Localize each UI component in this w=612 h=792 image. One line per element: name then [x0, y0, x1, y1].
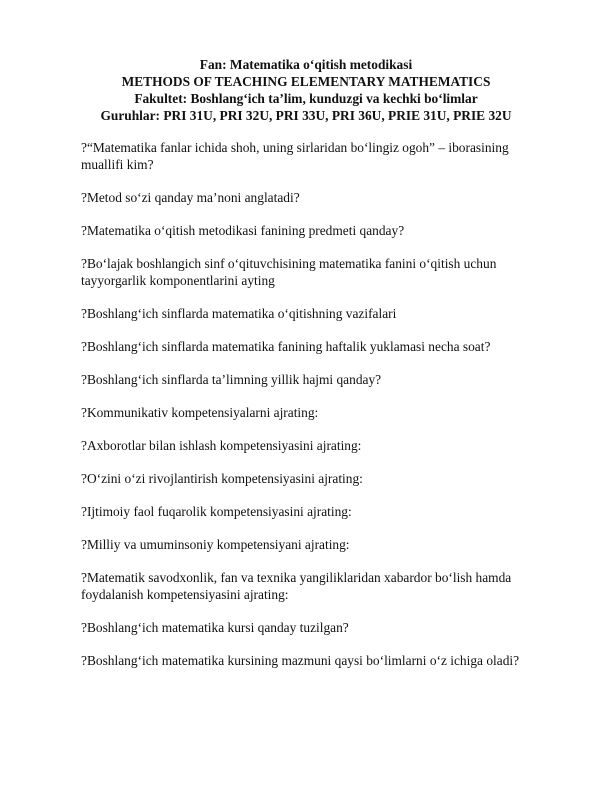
- question-item: ?Kommunikativ kompetensiyalarni ajrating:: [81, 405, 319, 420]
- question-item: ?Matematik savodxonlik, fan va texnika yangiliklaridan xabardor bo‘lish hamda foydalanish kompetensiyasini ajrating:: [81, 570, 512, 602]
- question-list: [81, 139, 551, 685]
- question-item: ?O‘zini o‘zi rivojlantirish kompetensiyasini ajrating:: [81, 471, 363, 486]
- question-item: ?Boshlang‘ich sinflarda matematika o‘qitishning vazifalari: [81, 306, 397, 321]
- question-item: ?Boshlang‘ich sinflarda ta’limning yillik hajmi qanday?: [81, 372, 382, 387]
- question-item: ?Boshlang‘ich sinflarda matematika fanining haftalik yuklamasi necha soat?: [81, 339, 491, 354]
- question-item: ?Milliy va umuminsoniy kompetensiyani ajrating:: [81, 537, 350, 552]
- question-item: ?Ijtimoiy faol fuqarolik kompetensiyasini ajrating:: [81, 504, 352, 519]
- question-item: ?Metod so‘zi qanday ma’noni anglatadi?: [81, 190, 300, 205]
- question-item: ?Bo‘lajak boshlangich sinf o‘qituvchisining matematika fanini o‘qitish uchun tayyorgarlik komponentlarini ayting: [81, 256, 497, 288]
- english-title: METHODS OF TEACHING ELEMENTARY MATHEMATICS: [121, 74, 491, 89]
- subject-title: Fan: Matematika o‘qitish metodikasi: [199, 57, 413, 72]
- question-item: ?Matematika o‘qitish metodikasi fanining predmeti qanday?: [81, 223, 405, 238]
- question-item: ?Boshlang‘ich matematika kursining mazmuni qaysi bo‘limlarni o‘z ichiga oladi?: [81, 653, 520, 668]
- question-item: ?“Matematika fanlar ichida shoh, uning sirlaridan bo‘lingiz ogoh” – iborasining muallifi kim?: [81, 140, 509, 172]
- question-item: ?Axborotlar bilan ishlash kompetensiyasini ajrating:: [81, 438, 362, 453]
- document-header: [0, 56, 612, 124]
- question-item: ?Boshlang‘ich matematika kursi qanday tuzilgan?: [81, 620, 349, 635]
- groups-line: Guruhlar: PRI 31U, PRI 32U, PRI 33U, PRI 36U, PRIE 31U, PRIE 32U: [100, 108, 512, 123]
- faculty-line: Fakultet: Boshlang‘ich ta’lim, kunduzgi va kechki bo‘limlar: [134, 91, 478, 106]
